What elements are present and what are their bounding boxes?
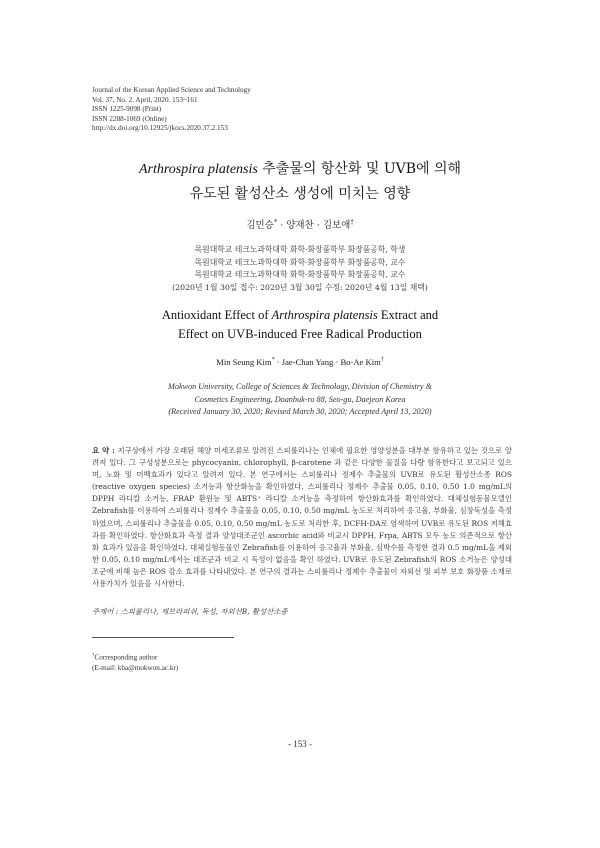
journal-name: Journal of the Korean Applied Science and Technology <box>92 86 251 94</box>
footnote-divider <box>92 637 234 638</box>
english-title <box>0 306 600 343</box>
abstract <box>92 445 512 590</box>
english-affiliations <box>0 381 600 419</box>
english-title-species: Arthrospira platensis <box>271 308 378 322</box>
korean-affiliations <box>0 244 600 294</box>
footnote-corresponding: Corresponding author <box>94 653 158 662</box>
english-author-1-mark: * <box>271 357 275 364</box>
footnote-email[interactable]: (E-mail: kba@mokwon.ac.kr) <box>92 663 179 672</box>
korean-affiliation: 목원대학교 테크노과학대학 화학·화장품학부 화장품공학, 교수 <box>194 257 406 267</box>
korean-affiliation: 목원대학교 테크노과학대학 화학·화장품학부 화장품공학, 학생 <box>194 245 406 254</box>
korean-authors-rest: · 양재찬 · 김보애 <box>277 220 351 231</box>
korean-title-line2: 유도된 활성산소 생성에 미치는 영향 <box>189 186 411 202</box>
english-authors-rest: · Jae-Chan Yang · Bo-Ae Kim <box>274 357 381 367</box>
english-affiliation: Cosmetics Engineering, Doanbuk-ro 88, Seo-gu, Daejeon Korea <box>194 394 406 404</box>
journal-info <box>92 86 251 134</box>
korean-dates: (2020년 1월 30일 접수: 2020년 3월 30일 수정: 2020년 4월 13일 채택) <box>172 282 428 292</box>
page-number: - 153 - <box>288 739 312 749</box>
english-corresponding-mark: † <box>380 357 384 364</box>
english-title-line2: Effect on UVB-induced Free Radical Production <box>178 326 422 341</box>
footnote-mark: † <box>92 653 95 658</box>
english-author-1: Min Seung Kim <box>216 357 272 367</box>
english-affiliation: Mokwon University, College of Sciences & Technology, Division of Chemistry & <box>168 382 432 391</box>
abstract-text: 지구상에서 가장 오래된 해양 미세조류로 알려진 스피룰리나는 인체에 필요한 영양성분을 대부분 함유하고 있는 것으로 알려져 있다. 그 구성성분으로는 phycocyanin, chlorophyll, β-carotene 과 같은 다양한 물질을 다량 함유한다고 보고되고 있으며, 노화 및 미백효과가 있다고 알려져 있다. 본 연구에서는 스피룰리나 정제수 추출물의 UVB로 유도된 활성산소종 ROS (reactive oxygen species) 소거능과 항산화능을 확인하였다. 스피룰리나 정제수 추출물 0.05, 0.10, 0.50 1.0 mg/mL의 DPPH 라디칼 소거능, FRAP 환원능 및 ABTS⁺ 라디칼 소거능을 측정하여 항산화효과를 확인하였다. 대체실험동물모델인 Zebrafish를 이용하여 스피룰리나 정제수 추출물을 0.05, 0.10, 0.50 mg/mL 농도로 처리하여 응고율, 부화율, 심장독성을 측정하였으며, 스피룰리나 추출물을 0.05, 0.10, 0.50 mg/mL 농도로 처리한 후, DCFH-DA로 염색하여 UVB로 유도된 ROS 저해효과를 확인하였다. 항산화효과 측정 결과 양성대조군인 ascorbic acid와 비교시 DPPH, Frpa, ABTS 모두 농도 의존적으로 항산화 효과가 있음을 확인하였다. 대체실험동물인 Zebrafish를 이용하여 응고율과 부화율, 심박수를 측정한 결과 0.5 mg/mL을 제외한 0.05, 0.10 mg/mL에서는 대조군과 비교 시 독성이 없음을 확인 하였다. UVB로 유도된 Zebrafish의 ROS 소거능은 양성대조군에 비해 높은 ROS 감소 효과를 나타내었다. 본 연구의 결과는 스피룰리나 정제수 추출물이 자외선 및 피부 보호 화장품 소재로 사용가치가 있음을 시사한다. <box>92 446 513 589</box>
korean-author-1: 김민승 <box>246 220 274 231</box>
journal-issn-print: ISSN 1225-9098 (Print) <box>92 105 162 113</box>
english-dates: (Received January 30, 2020; Revised March 30, 2020; Accepted April 13, 2020) <box>168 407 432 416</box>
korean-title-line1: 추출물의 항산화 및 UVB에 의해 <box>257 161 462 177</box>
korean-title-species: Arthrospira platensis <box>138 162 258 177</box>
korean-title <box>0 157 600 207</box>
korean-author-1-mark: * <box>273 217 278 226</box>
footnote <box>92 651 178 673</box>
korean-authors <box>0 217 600 231</box>
english-authors <box>0 357 600 367</box>
journal-issn-online: ISSN 2288-1069 (Online) <box>92 114 167 123</box>
journal-doi-link[interactable]: http://dx.doi.org/10.12925/jkocs.2020.37.2.153 <box>92 124 228 132</box>
abstract-label: 요 약 : <box>92 446 115 455</box>
english-title-post: Extract and <box>377 308 439 322</box>
keywords: 주제어 : 스피룰리나, 제브라피쉬, 독성, 자외선B, 활성산소종 <box>92 607 288 616</box>
english-title-pre: Antioxidant Effect of <box>161 308 272 322</box>
korean-corresponding-mark: † <box>350 217 354 226</box>
korean-affiliation: 목원대학교 테크노과학대학 화학·화장품학부 화장품공학, 교수 <box>194 270 406 279</box>
journal-volume: Vol. 37, No. 2. April, 2020. 153~161 <box>92 95 198 104</box>
